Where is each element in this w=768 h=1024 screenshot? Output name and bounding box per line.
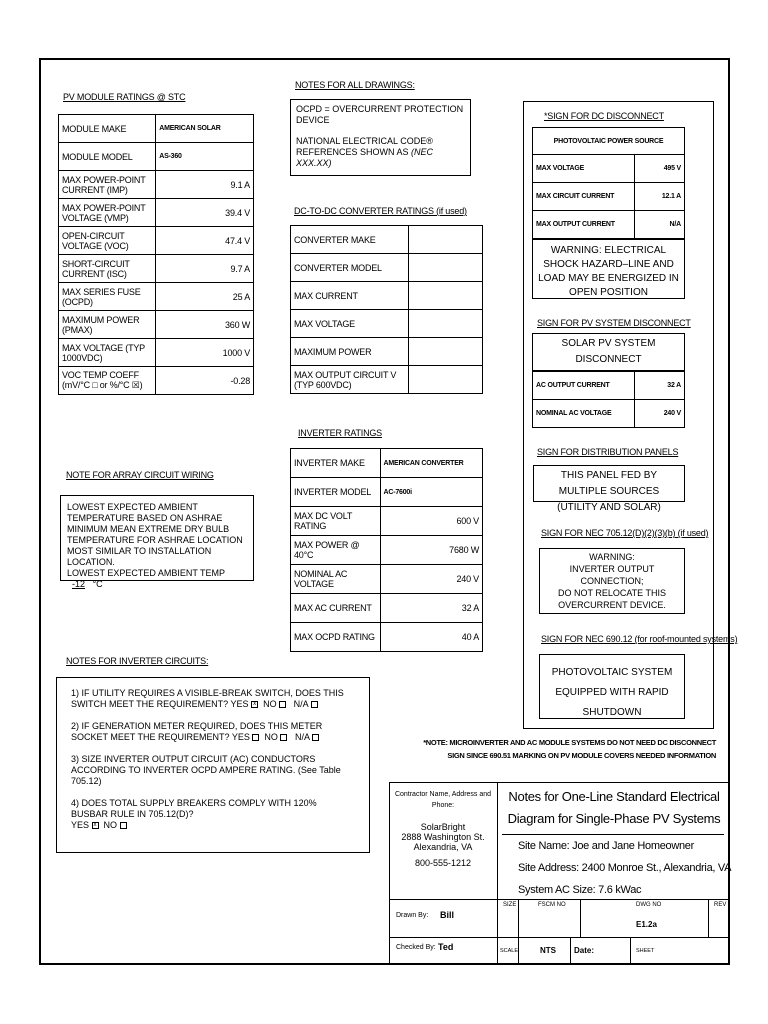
array-note-temp-label: LOWEST EXPECTED AMBIENT TEMP: [67, 568, 225, 578]
site-info: [518, 835, 731, 901]
row-value: 9.1 A: [156, 171, 254, 199]
table-row: [59, 255, 254, 283]
table-row: [59, 311, 254, 339]
row-label: MAX VOLTAGE: [291, 310, 409, 338]
yes-checkbox-4[interactable]: x: [93, 822, 97, 829]
nec705-line3: DO NOT RELOCATE THIS: [557, 588, 667, 598]
row-value: -0.28: [156, 367, 254, 395]
row-value: 240 V: [380, 565, 483, 594]
dwg-label: DWG NO: [636, 902, 662, 908]
nec705-line4: OVERCURRENT DEVICE.: [558, 600, 666, 610]
no-checkbox-1[interactable]: [279, 701, 286, 708]
inverter-notes-box: [56, 677, 370, 853]
row-label: AC OUTPUT CURRENT: [533, 372, 635, 400]
converter-title: DC-TO-DC CONVERTER RATINGS (if used): [294, 206, 467, 216]
row-value: 47.4 V: [156, 227, 254, 255]
table-row: [59, 143, 254, 171]
table-row: [59, 283, 254, 311]
row-label: MAX OUTPUT CURRENT: [533, 211, 635, 239]
notes-all-line1: OCPD = OVERCURRENT PROTECTION DEVICE: [296, 104, 464, 125]
size-label: SIZE: [503, 902, 517, 908]
table-row: [291, 310, 483, 338]
pv-sign-header: SOLAR PV SYSTEM DISCONNECT: [532, 333, 685, 371]
row-value: [408, 310, 482, 338]
row-label: MAX POWER-POINT CURRENT (IMP): [59, 171, 156, 199]
row-label: SHORT-CIRCUIT CURRENT (ISC): [59, 255, 156, 283]
row-label: MAX VOLTAGE (TYP 1000VDC): [59, 339, 156, 367]
nec690-title: SIGN FOR NEC 690.12 (for roof-mounted systems): [541, 634, 738, 644]
yes-checkbox-1[interactable]: x: [253, 701, 257, 708]
table-row: [291, 282, 483, 310]
pv-sign-table: [532, 371, 685, 428]
nec690-line1: PHOTOVOLTAIC SYSTEM: [551, 667, 673, 678]
nec690-box: [539, 654, 685, 719]
row-value: [408, 366, 482, 394]
row-label: OPEN-CIRCUIT VOLTAGE (VOC): [59, 227, 156, 255]
row-label: NOMINAL AC VOLTAGE: [533, 400, 635, 428]
table-row: [59, 115, 254, 143]
footnote-line2: SIGN SINCE 690.51 MARKING ON PV MODULE COVERS NEEDED INFORMATION: [447, 751, 716, 760]
row-value: [408, 282, 482, 310]
dc-sign-header: PHOTOVOLTAIC POWER SOURCE: [533, 128, 685, 155]
inverter-table: [290, 448, 483, 652]
row-label: VOC TEMP COEFF (mV/°C □ or %/°C ☒): [59, 367, 156, 395]
notes-all-ref: (NEC XXX.XX): [296, 147, 434, 168]
array-note-box: [60, 495, 254, 589]
row-label: MAX OUTPUT CIRCUIT V (TYP 600VDC): [291, 366, 409, 394]
row-value: 39.4 V: [156, 199, 254, 227]
dwg-number: E1.2a: [636, 920, 657, 929]
site-address: Site Address: 2400 Monroe St., Alexandria, VA: [518, 862, 732, 874]
table-row: [59, 171, 254, 199]
array-note-temp-value: -12: [72, 579, 86, 589]
table-row: [291, 623, 483, 652]
yes-checkbox-2[interactable]: [252, 734, 259, 741]
table-row: [291, 507, 483, 536]
row-value: 12.1 A: [635, 183, 685, 211]
row-value: 32 A: [380, 594, 483, 623]
table-row: [291, 338, 483, 366]
table-row: [291, 226, 483, 254]
table-row: [533, 400, 685, 428]
no-checkbox-4[interactable]: [120, 822, 127, 829]
row-label: CONVERTER MODEL: [291, 254, 409, 282]
drawn-by-label: Drawn By:: [396, 912, 429, 919]
checked-by-label: Checked By:: [396, 944, 436, 951]
scale-label: SCALE: [500, 948, 519, 954]
nec705-title: SIGN FOR NEC 705.12(D)(2)(3)(b) (if used): [541, 528, 709, 538]
fscm-label: FSCM NO: [538, 902, 566, 908]
table-row: [59, 339, 254, 367]
system-size: System AC Size: 7.6 kWac: [518, 884, 642, 896]
row-label: MAX CIRCUIT CURRENT: [533, 183, 635, 211]
row-label: MAX CURRENT: [291, 282, 409, 310]
table-header-row: [533, 128, 685, 155]
inverter-notes-title: NOTES FOR INVERTER CIRCUITS:: [66, 656, 209, 666]
table-row: [291, 449, 483, 478]
row-value: 40 A: [380, 623, 483, 652]
checked-by: Ted: [438, 942, 454, 952]
array-note-title: NOTE FOR ARRAY CIRCUIT WIRING: [66, 470, 214, 480]
title-line2: Diagram for Single-Phase PV Systems: [507, 811, 721, 826]
inverter-title: INVERTER RATINGS: [298, 428, 382, 438]
rev-label: REV: [714, 902, 727, 908]
row-label: INVERTER MODEL: [291, 478, 381, 507]
converter-table: [290, 225, 483, 394]
array-note-text: LOWEST EXPECTED AMBIENT TEMPERATURE BASED ON ASHRAE MINIMUM MEAN EXTREME DRY BULB TEMPERATURE FOR ASHRAE LOCATION MOST SIMILAR TO INSTALLATION LOCATION.: [67, 502, 243, 567]
company-city: Alexandria, VA: [413, 842, 473, 852]
row-value: AMERICAN SOLAR: [156, 115, 254, 143]
row-label: MAX OCPD RATING: [291, 623, 381, 652]
nec690-line2: EQUIPPED WITH RAPID SHUTDOWN: [555, 687, 669, 718]
scale-value: NTS: [540, 946, 556, 955]
row-value: [408, 226, 482, 254]
row-label: CONVERTER MAKE: [291, 226, 409, 254]
sheet-label: SHEET: [636, 948, 655, 954]
table-row: [291, 254, 483, 282]
row-value: 9.7 A: [156, 255, 254, 283]
dist-sign-title: SIGN FOR DISTRIBUTION PANELS: [537, 447, 679, 457]
drawing-title: [504, 786, 724, 830]
row-label: MAX SERIES FUSE (OCPD): [59, 283, 156, 311]
dist-sign-box: THIS PANEL FED BY MULTIPLE SOURCES (UTILITY AND SOLAR): [533, 465, 685, 502]
table-row: [533, 155, 685, 183]
table-row: [291, 594, 483, 623]
row-value: AC-7600i: [380, 478, 483, 507]
company-street: 2888 Washington St.: [401, 832, 485, 842]
dc-sign-table: [532, 127, 685, 239]
row-value: 1000 V: [156, 339, 254, 367]
row-value: 240 V: [635, 400, 685, 428]
nec705-line2: INVERTER OUTPUT CONNECTION;: [569, 564, 655, 586]
dc-warning: WARNING: ELECTRICAL SHOCK HAZARD–LINE AND LOAD MAY BE ENERGIZED IN OPEN POSITION: [532, 239, 685, 299]
row-label: MAXIMUM POWER: [291, 338, 409, 366]
row-value: 25 A: [156, 283, 254, 311]
footnote-line1: *NOTE: MICROINVERTER AND AC MODULE SYSTEMS DO NOT NEED DC DISCONNECT: [423, 738, 716, 747]
module-title: PV MODULE RATINGS @ STC: [63, 92, 186, 102]
footnote: [420, 736, 716, 762]
row-label: MODULE MODEL: [59, 143, 156, 171]
date-label: Date:: [574, 946, 595, 955]
nec705-box: [539, 548, 685, 614]
array-note-temp-unit: °C: [92, 579, 103, 589]
row-label: MAX AC CURRENT: [291, 594, 381, 623]
inverter-note-3: 3) SIZE INVERTER OUTPUT CIRCUIT (AC) CONDUCTORS ACCORDING TO INVERTER OCPD AMPERE RATING. (See Table 705.12): [71, 754, 341, 786]
module-table: [58, 114, 254, 395]
row-value: AMERICAN CONVERTER: [380, 449, 483, 478]
table-row: [59, 227, 254, 255]
row-label: MODULE MAKE: [59, 115, 156, 143]
company-phone: 800-555-1212: [414, 858, 472, 868]
no-checkbox-2[interactable]: [280, 734, 287, 741]
dc-sign-title: *SIGN FOR DC DISCONNECT: [544, 111, 664, 121]
table-row: [291, 366, 483, 394]
na-checkbox-1[interactable]: [311, 701, 318, 708]
contractor-label: Contractor Name, Address and Phone:: [394, 791, 492, 809]
row-value: 7680 W: [380, 536, 483, 565]
table-row: [291, 565, 483, 594]
row-value: 360 W: [156, 311, 254, 339]
row-label: INVERTER MAKE: [291, 449, 381, 478]
row-label: MAX DC VOLT RATING: [291, 507, 381, 536]
table-row: [291, 536, 483, 565]
contractor-info: [392, 822, 494, 868]
company-name: SolarBright: [420, 822, 466, 832]
notes-all-line2: NATIONAL ELECTRICAL CODE® REFERENCES SHOWN AS: [296, 136, 433, 157]
table-row: [533, 183, 685, 211]
site-name: Site Name: Joe and Jane Homeowner: [518, 840, 694, 852]
na-checkbox-2[interactable]: [312, 734, 319, 741]
notes-all-title: NOTES FOR ALL DRAWINGS:: [295, 80, 415, 90]
row-value: [408, 338, 482, 366]
row-value: [408, 254, 482, 282]
inverter-note-4: 4) DOES TOTAL SUPPLY BREAKERS COMPLY WITH 120% BUSBAR RULE IN 705.12(D)? YES x NO: [71, 798, 317, 830]
row-value: 600 V: [380, 507, 483, 536]
nec705-line1: WARNING:: [589, 552, 635, 562]
table-row: [291, 478, 483, 507]
row-label: MAXIMUM POWER (PMAX): [59, 311, 156, 339]
inverter-note-2: 2) IF GENERATION METER REQUIRED, DOES THIS METER SOCKET MEET THE REQUIREMENT? YES NO N/A: [71, 721, 323, 742]
pv-sign-title: SIGN FOR PV SYSTEM DISCONNECT: [537, 318, 691, 328]
title-line1: Notes for One-Line Standard Electrical: [508, 789, 720, 804]
row-value: AS-360: [156, 143, 254, 171]
row-value: N/A: [635, 211, 685, 239]
notes-all-box: [290, 99, 471, 176]
table-row: [533, 211, 685, 239]
drawn-by: Bill: [440, 910, 455, 920]
table-row: [59, 367, 254, 395]
row-label: NOMINAL AC VOLTAGE: [291, 565, 381, 594]
row-label: MAX VOLTAGE: [533, 155, 635, 183]
row-label: MAX POWER-POINT VOLTAGE (VMP): [59, 199, 156, 227]
table-row: [533, 372, 685, 400]
inverter-note-1: 1) IF UTILITY REQUIRES A VISIBLE-BREAK SWITCH, DOES THIS SWITCH MEET THE REQUIREMENT? YES x NO N/A: [71, 688, 344, 709]
row-label: MAX POWER @ 40°C: [291, 536, 381, 565]
row-value: 495 V: [635, 155, 685, 183]
table-row: [59, 199, 254, 227]
row-value: 32 A: [635, 372, 685, 400]
